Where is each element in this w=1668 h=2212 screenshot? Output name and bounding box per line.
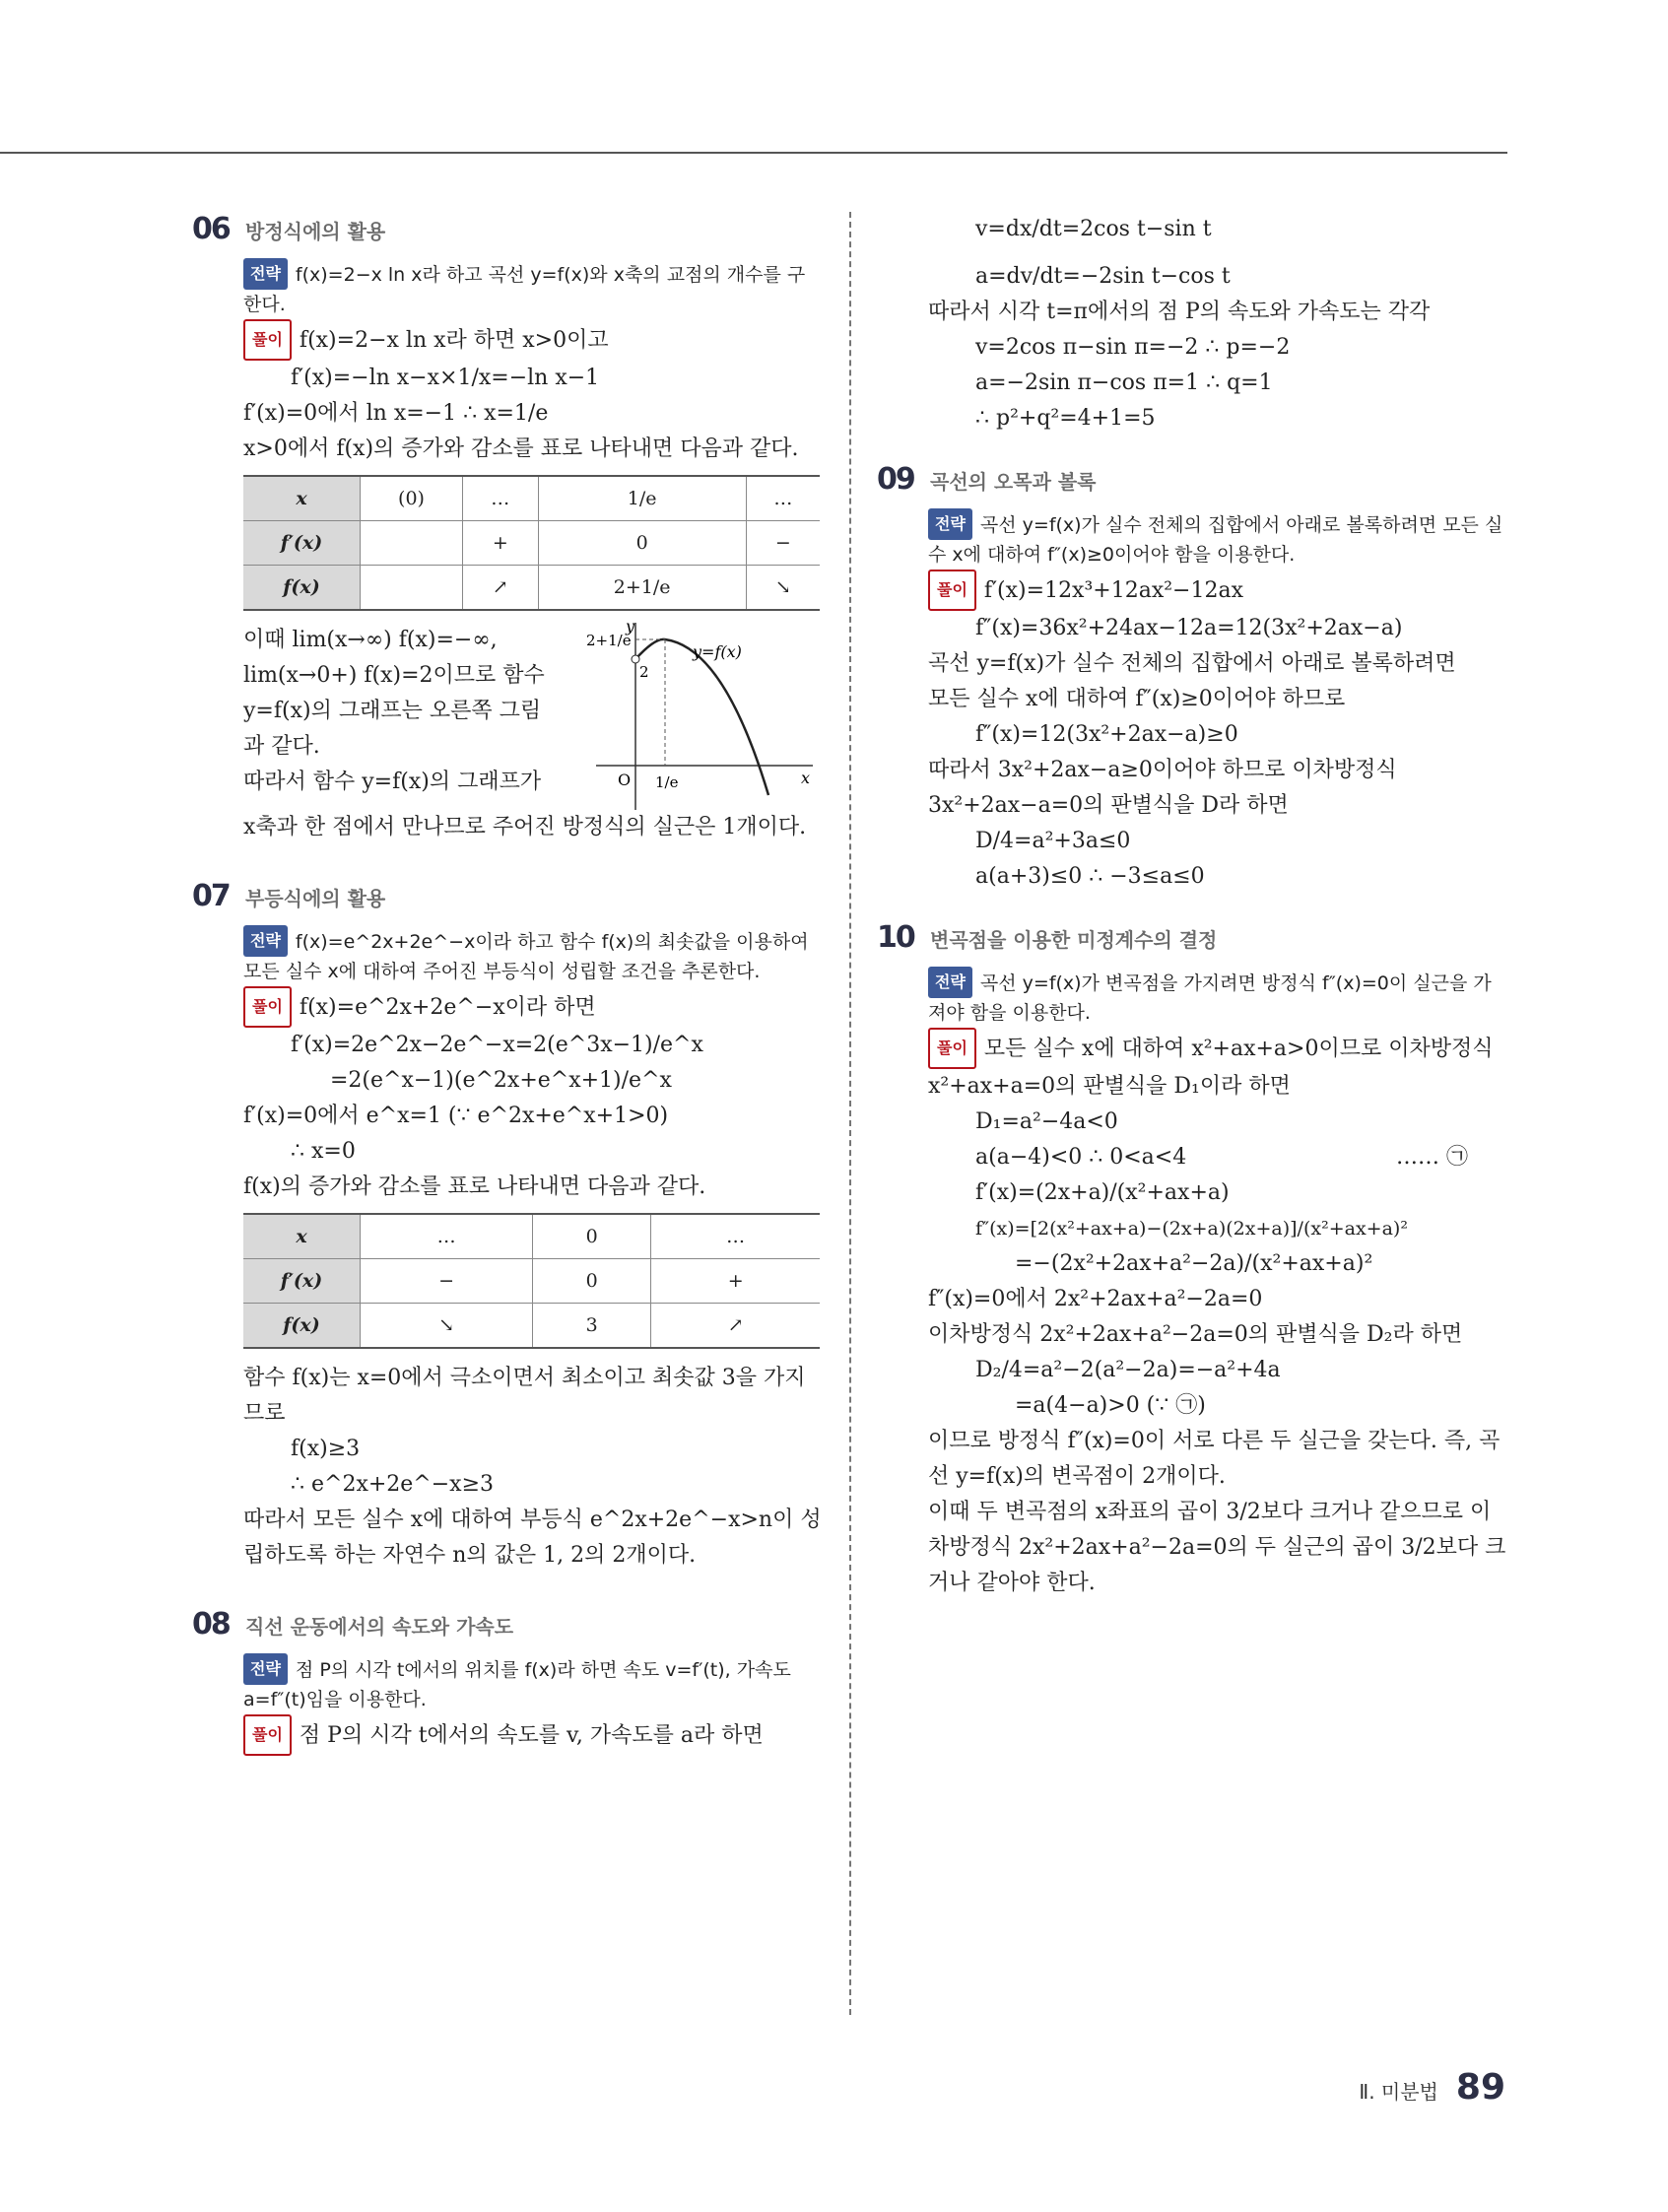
solution-line: =−(2x²+2ax+a²−2a)/(x²+ax+a)² xyxy=(1015,1251,1373,1276)
solution-line: f″(x)=[2(x²+ax+a)−(2x+a)(2x+a)]/(x²+ax+a)² xyxy=(975,1218,1408,1240)
problem-08 xyxy=(192,1607,823,1756)
solution-line: 이므로 방정식 f″(x)=0이 서로 다른 두 실근을 갖는다. 즉, 곡선 y=f(x)의 변곡점이 2개이다. xyxy=(928,1429,1501,1489)
solution-line: ∴ x=0 xyxy=(291,1139,356,1164)
top-rule xyxy=(0,152,1507,154)
solution-line: f′(x)=−ln x−x×1/x=−ln x−1 xyxy=(291,366,600,390)
problem-number: 09 xyxy=(877,462,914,497)
problem-title: 부등식에의 활용 xyxy=(245,887,386,910)
variation-table-07 xyxy=(243,1213,820,1349)
solution-line: =2(e^x−1)(e^2x+e^x+1)/e^x xyxy=(330,1068,672,1093)
solution-line: f″(x)=12(3x²+2ax−a)≥0 xyxy=(975,722,1238,747)
table-cell: 2+1/e xyxy=(538,566,746,611)
problem-number: 08 xyxy=(192,1607,230,1642)
problem-title: 직선 운동에서의 속도와 가속도 xyxy=(245,1615,514,1639)
table-cell: f(x) xyxy=(243,566,361,611)
table-cell: ↘ xyxy=(746,566,820,611)
table-cell: … xyxy=(651,1214,820,1259)
solution-line: ∴ p²+q²=4+1=5 xyxy=(975,406,1156,431)
strategy-text: 곡선 y=f(x)가 실수 전체의 집합에서 아래로 볼록하려면 모든 실수 x에 대하여 f″(x)≥0이어야 함을 이용한다. xyxy=(928,514,1503,566)
solution-line: f(x)의 증가와 감소를 표로 나타내면 다음과 같다. xyxy=(243,1174,706,1199)
solution-line: a(a+3)≤0 ∴ −3≤a≤0 xyxy=(975,864,1205,889)
solution-line: v=dx/dt=2cos t−sin t xyxy=(975,217,1212,241)
equation-ref: …… ㉠ xyxy=(1396,1145,1468,1170)
solution-line: a=dv/dt=−2sin t−cos t xyxy=(975,264,1231,289)
table-cell: ↗ xyxy=(651,1304,820,1349)
y-label: y xyxy=(626,618,635,636)
problem-06 xyxy=(192,212,823,845)
table-cell: − xyxy=(361,1259,533,1304)
strategy-tag: 전략 xyxy=(928,967,972,998)
solution-line: f′(x)=2e^2x−2e^−x=2(e^3x−1)/e^x xyxy=(291,1033,703,1057)
solution-tag: 풀이 xyxy=(243,1714,292,1756)
table-cell: 0 xyxy=(533,1214,651,1259)
solution-tag: 풀이 xyxy=(928,1028,976,1069)
table-cell: f′(x) xyxy=(243,521,361,566)
table-cell: 1/e xyxy=(538,476,746,521)
table-cell: 0 xyxy=(538,521,746,566)
table-cell: (0) xyxy=(361,476,463,521)
open-point xyxy=(632,655,639,663)
problem-07 xyxy=(192,879,823,1574)
table-cell: ↘ xyxy=(361,1304,533,1349)
solution-line: y=f(x)의 그래프는 오른쪽 그림 xyxy=(243,699,542,723)
x-label: x xyxy=(801,769,811,787)
x-mark-label: 1/e xyxy=(655,773,679,791)
strategy-tag: 전략 xyxy=(243,925,288,957)
table-cell: f′(x) xyxy=(243,1259,361,1304)
solution-line: 점 P의 시각 t에서의 속도를 v, 가속도를 a라 하면 xyxy=(299,1723,764,1748)
table-cell: … xyxy=(361,1214,533,1259)
table-cell: 0 xyxy=(533,1259,651,1304)
function-graph xyxy=(586,618,823,815)
table-cell: … xyxy=(746,476,820,521)
solution-line: a=−2sin π−cos π=1 ∴ q=1 xyxy=(975,370,1273,395)
solution-line: 과 같다. xyxy=(243,734,320,759)
solution-line: D₁=a²−4a<0 xyxy=(975,1109,1118,1134)
problem-title: 곡선의 오목과 볼록 xyxy=(930,470,1097,494)
table-cell: x xyxy=(243,1214,361,1259)
solution-line: ∴ e^2x+2e^−x≥3 xyxy=(291,1472,495,1497)
solution-line: v=2cos π−sin π=−2 ∴ p=−2 xyxy=(975,335,1291,360)
y-intercept-label: 2 xyxy=(639,663,649,681)
strategy-text: f(x)=2−x ln x라 하고 곡선 y=f(x)와 x축의 교점의 개수를 구한다. xyxy=(243,264,806,315)
solution-line: 이때 두 변곡점의 x좌표의 곱이 3/2보다 크거나 같으므로 이차방정식 2x²+2ax+a²−2a=0의 두 실근의 곱이 3/2보다 크거나 같아야 한다. xyxy=(928,1500,1506,1595)
table-cell: 3 xyxy=(533,1304,651,1349)
solution-line: 모든 실수 x에 대하여 f″(x)≥0이어야 하므로 xyxy=(928,687,1346,711)
strategy-tag: 전략 xyxy=(243,1653,288,1685)
origin-label: O xyxy=(618,771,632,789)
table-cell: + xyxy=(651,1259,820,1304)
solution-line: 따라서 함수 y=f(x)의 그래프가 xyxy=(243,770,542,794)
table-cell xyxy=(361,566,463,611)
strategy-text: 점 P의 시각 t에서의 위치를 f(x)라 하면 속도 v=f′(t), 가속도 a=f″(t)임을 이용한다. xyxy=(243,1659,791,1710)
max-label: 2+1/e xyxy=(586,632,632,649)
solution-line: f(x)≥3 xyxy=(291,1437,361,1461)
page-number: 89 xyxy=(1455,2067,1505,2108)
strategy-text: f(x)=e^2x+2e^−x이라 하고 함수 f(x)의 최솟값을 이용하여 모든 실수 x에 대하여 주어진 부등식이 성립할 조건을 추론한다. xyxy=(243,931,809,982)
column-divider xyxy=(849,212,851,2015)
problem-title: 방정식에의 활용 xyxy=(245,220,386,243)
solution-line: x축과 한 점에서 만나므로 주어진 방정식의 실근은 1개이다. xyxy=(243,815,807,839)
left-column xyxy=(192,212,823,1777)
table-cell xyxy=(361,521,463,566)
curve xyxy=(635,639,768,795)
solution-line: f″(x)=0에서 2x²+2ax+a²−2a=0 xyxy=(928,1287,1263,1311)
solution-tag: 풀이 xyxy=(243,319,292,361)
page-footer xyxy=(1359,2067,1505,2108)
solution-line: a(a−4)<0 ∴ 0<a<4 xyxy=(975,1145,1187,1170)
solution-line: 3x²+2ax−a=0의 판별식을 D라 하면 xyxy=(928,793,1289,818)
solution-line: x>0에서 f(x)의 증가와 감소를 표로 나타내면 다음과 같다. xyxy=(243,436,799,461)
solution-line: f(x)=e^2x+2e^−x이라 하면 xyxy=(299,995,596,1020)
solution-line: =a(4−a)>0 (∵ ㉠) xyxy=(1015,1393,1206,1418)
solution-line: f′(x)=12x³+12ax²−12ax xyxy=(983,578,1244,603)
solution-line: D₂/4=a²−2(a²−2a)=−a²+4a xyxy=(975,1358,1281,1382)
solution-tag: 풀이 xyxy=(243,986,292,1028)
solution-line: 이차방정식 2x²+2ax+a²−2a=0의 판별식을 D₂라 하면 xyxy=(928,1322,1463,1347)
solution-line: 따라서 3x²+2ax−a≥0이어야 하므로 이차방정식 xyxy=(928,758,1397,782)
table-cell: f(x) xyxy=(243,1304,361,1349)
problem-number: 07 xyxy=(192,879,230,913)
strategy-tag: 전략 xyxy=(243,258,288,290)
solution-line: f(x)=2−x ln x라 하면 x>0이고 xyxy=(299,328,609,353)
problem-title: 변곡점을 이용한 미정계수의 결정 xyxy=(930,928,1218,952)
solution-line: 이때 lim(x→∞) f(x)=−∞, xyxy=(243,628,498,652)
table-cell: + xyxy=(463,521,538,566)
solution-line: f′(x)=0에서 ln x=−1 ∴ x=1/e xyxy=(243,401,549,426)
problem-08-continued xyxy=(877,212,1507,436)
solution-line: 따라서 시각 t=π에서의 점 P의 속도와 가속도는 각각 xyxy=(928,300,1431,324)
problem-10 xyxy=(877,920,1507,1601)
curve-label: y=f(x) xyxy=(693,642,742,661)
problem-09 xyxy=(877,462,1507,895)
problem-number: 06 xyxy=(192,212,230,246)
table-cell: … xyxy=(463,476,538,521)
table-cell: x xyxy=(243,476,361,521)
solution-line: 함수 f(x)는 x=0에서 극소이면서 최소이고 최솟값 3을 가지므로 xyxy=(243,1366,806,1426)
strategy-tag: 전략 xyxy=(928,508,972,540)
strategy-text: 곡선 y=f(x)가 변곡점을 가지려면 방정식 f″(x)=0이 실근을 가져야 함을 이용한다. xyxy=(928,972,1492,1024)
right-column xyxy=(877,212,1507,1623)
solution-tag: 풀이 xyxy=(928,570,976,611)
solution-line: f′(x)=(2x+a)/(x²+ax+a) xyxy=(975,1180,1230,1205)
table-cell: ↗ xyxy=(463,566,538,611)
solution-line: lim(x→0+) f(x)=2이므로 함수 xyxy=(243,663,545,688)
solution-line: 모든 실수 x에 대하여 x²+ax+a>0이므로 이차방정식 x²+ax+a=0의 판별식을 D₁이라 하면 xyxy=(928,1037,1494,1099)
solution-line: 따라서 모든 실수 x에 대하여 부등식 e^2x+2e^−x>n이 성립하도록 하는 자연수 n의 값은 1, 2의 2개이다. xyxy=(243,1508,822,1568)
variation-table-06 xyxy=(243,475,820,611)
solution-line: f′(x)=0에서 e^x=1 (∵ e^2x+e^x+1>0) xyxy=(243,1104,669,1128)
problem-number: 10 xyxy=(877,920,914,955)
solution-line: f″(x)=36x²+24ax−12a=12(3x²+2ax−a) xyxy=(975,616,1403,640)
section-label: Ⅱ. 미분법 xyxy=(1359,2080,1438,2104)
solution-line: D/4=a²+3a≤0 xyxy=(975,829,1131,853)
table-cell: − xyxy=(746,521,820,566)
solution-line: 곡선 y=f(x)가 실수 전체의 집합에서 아래로 볼록하려면 xyxy=(928,651,1456,676)
